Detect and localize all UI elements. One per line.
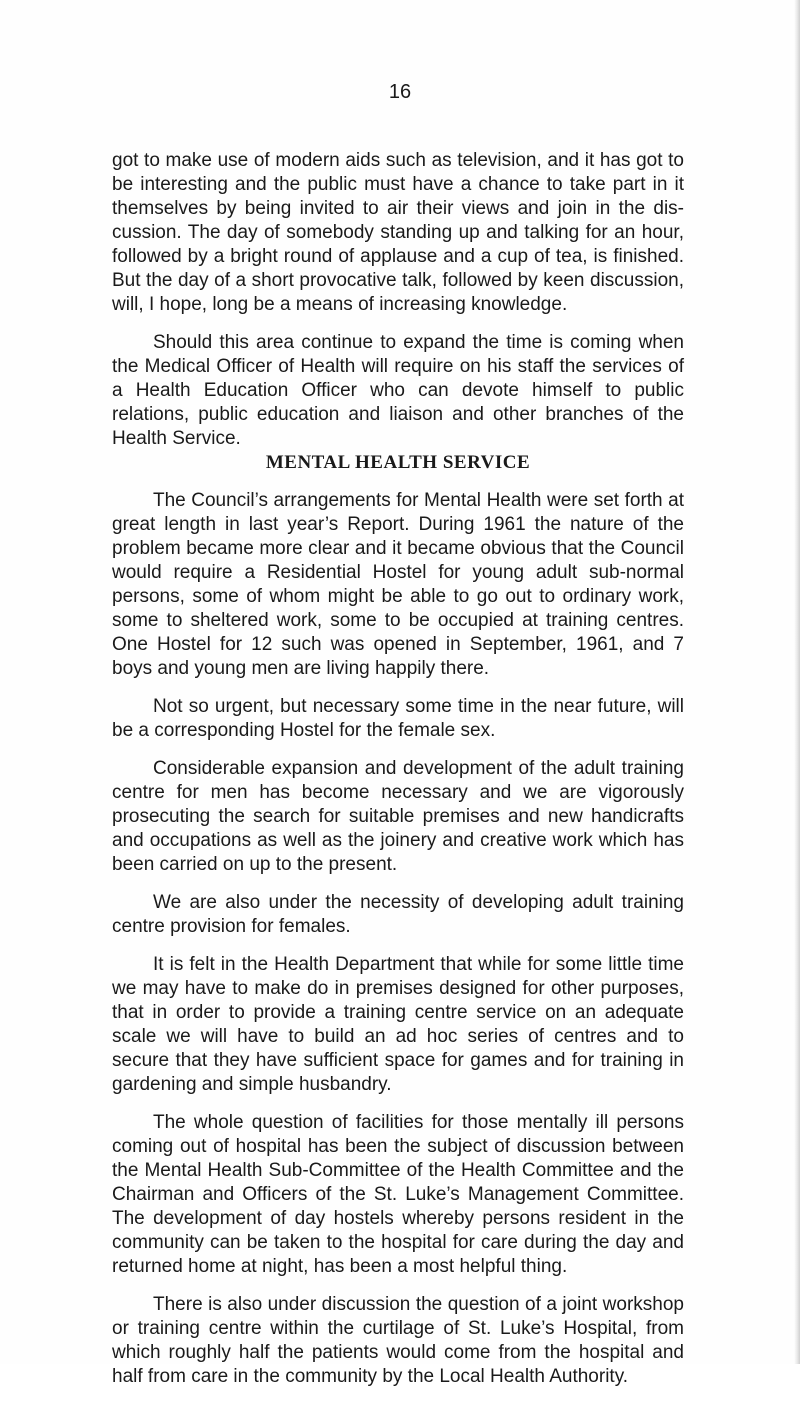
page-number: 16 — [388, 81, 412, 103]
paragraph-training-centre-females: We are also under the necessity of developing adult training centre provision for females. — [112, 892, 684, 937]
paragraph-joint-workshop: There is also under discussion the question of a joint workshop or training centre within the curtilage of St. Luke’s Hospital, from which roughly half the patients would come from the hospital and half from care in the community by the Local Health Authority. — [112, 1294, 684, 1387]
page-edge-shadow — [794, 0, 800, 1364]
section-heading-mental-health: MENTAL HEALTH SERVICE — [265, 452, 531, 473]
paragraph-day-hostels: The whole question of facilities for those mentally ill persons coming out of hospital has been the subject of discussion between the Mental Health Sub-Committee of the Health Committee and the Chairman and Officers of the St. Luke’s Management Committee. The development of day hostels whereby persons resident in the community can be taken to the hospital for care during the day and returned home at night, has been a most helpful thing. — [112, 1112, 684, 1277]
paragraph-health-education-officer: Should this area continue to expand the time is coming when the Medical Officer of Health will require on his staff the services of a Health Education Officer who can devote himself to public relations, public education and liaison and other branches of the Health Service. — [112, 332, 684, 449]
paragraph-health-education-continued: got to make use of modern aids such as television, and it has got to be interesting and the public must have a chance to take part in it themselves by being invited to air their views and join in the discussion. The day of somebody standing up and talking for an hour, followed by a bright round of applause and a cup of tea, is finished. But the day of a short provocative talk, followed by keen discussion, will, I hope, long be a means of increasing knowledge. — [112, 150, 684, 315]
paragraph-ad-hoc-centres: It is felt in the Health Department that while for some little time we may have to make do in premises designed for other purposes, that in order to provide a training centre service on an adequate scale we will have to build an ad hoc series of centres and to secure that they have sufficient space for games and for training in gardening and simple husbandry. — [112, 954, 684, 1095]
paragraph-training-centre-men: Considerable expansion and development of the adult training centre for men has become necessary and we are vigorously prosecuting the search for suitable premises and new handicrafts and occupations as well as the joinery and creative work which has been carried on up to the present. — [112, 758, 684, 875]
paragraph-residential-hostel: The Council’s arrangements for Mental Health were set forth at great length in last year’s Report. During 1961 the nature of the problem became more clear and it became obvious that the Council would require a Residential Hostel for young adult sub-normal persons, some of whom might be able to go out to ordinary work, some to sheltered work, some to be occupied at training centres. One Hostel for 12 such was opened in September, 1961, and 7 boys and young men are living happily there. — [112, 490, 684, 679]
page-body — [112, 149, 684, 1403]
paragraph-female-hostel: Not so urgent, but necessary some time in the near future, will be a corresponding Hostel for the female sex. — [112, 696, 684, 741]
